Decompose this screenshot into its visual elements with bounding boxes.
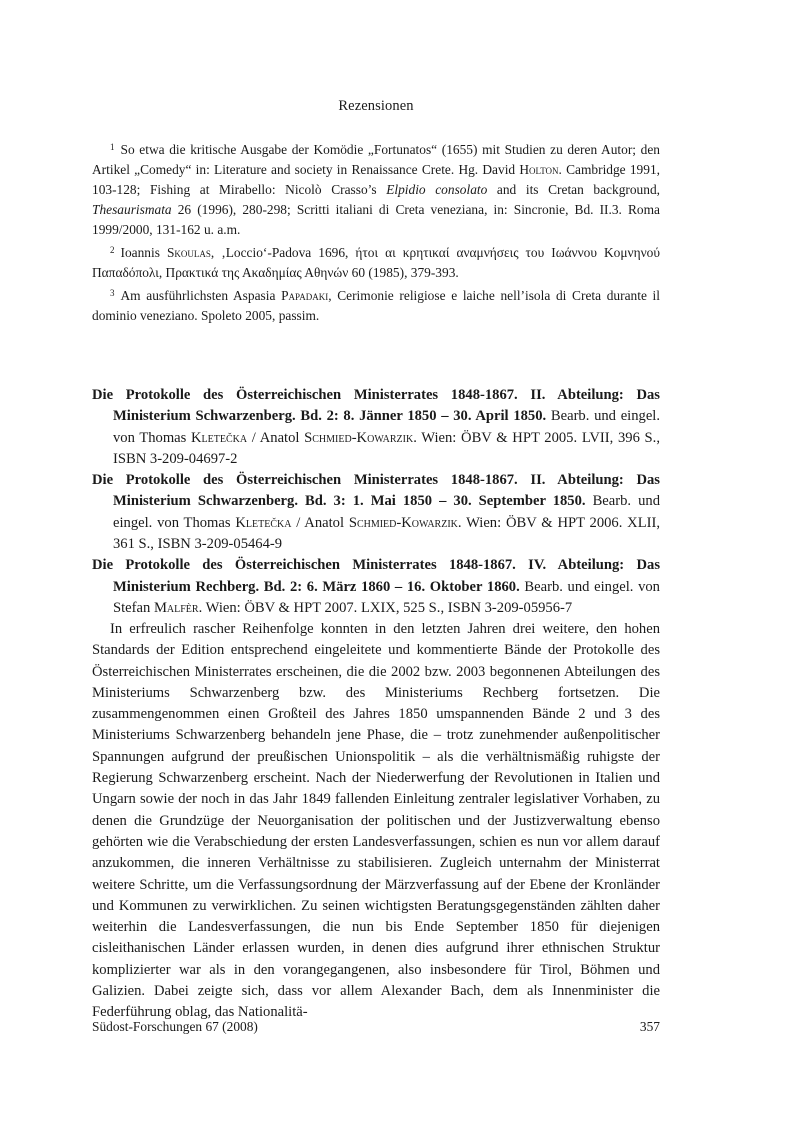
entry-title: Die Protokolle des Österreichischen Ministerrates 1848-1867. II. Abteilung: Das Ministerium Schwarzenberg. Bd. 2: 8. Jänner 1850 – 30. April 1850.: [92, 387, 660, 425]
bibliographic-entry: [92, 555, 660, 619]
footnote-number: 3: [110, 288, 115, 298]
text-run: Ioannis: [120, 245, 167, 260]
bibliographic-entries: [92, 385, 660, 619]
text-run: . Wien: ÖBV & HPT 2005. LVII, 396 S., ISBN 3-209-04697-2: [113, 429, 660, 467]
italic-title: Elpidio consolato: [386, 182, 488, 197]
footnote-text: [92, 142, 660, 237]
entry-title: Die Protokolle des Österreichischen Ministerrates 1848-1867. IV. Abteilung: Das Ministerium Rechberg. Bd. 2: 6. März 1860 – 16. Oktober 1860.: [92, 557, 660, 595]
author-name: Skoulas: [166, 245, 211, 260]
text-run: Bearb. und eingel. von Stefan: [113, 578, 660, 616]
text-run: 26 (1996), 280-298; Scritti italiani di Creta veneziana, in: Sincronie, Bd. II.3. Roma 1999/2000, 131-162 u. a.m.: [92, 202, 660, 237]
text-run: . Wien: ÖBV & HPT 2006. XLII, 361 S., ISBN 3-209-05464-9: [113, 514, 661, 553]
footnote: [92, 137, 660, 240]
journal-citation: Südost-Forschungen 67 (2008): [92, 1019, 258, 1034]
text-run: and its Cretan background,: [487, 182, 660, 197]
entry-title: Die Protokolle des Österreichischen Ministerrates 1848-1867. II. Abteilung: Das Ministerium Schwarzenberg. Bd. 3: 1. Mai 1850 – 30. September 1850.: [92, 472, 660, 510]
bibliographic-entry: [92, 385, 660, 470]
running-head: Rezensionen: [338, 98, 414, 114]
text-run: / Anatol: [291, 514, 349, 531]
author-name: Papadaki: [281, 288, 329, 303]
bibliographic-entry: [92, 470, 660, 555]
text-run: / Anatol: [247, 429, 305, 446]
text-run: Bearb. und eingel. von Thomas: [113, 493, 660, 531]
footnote: [92, 240, 660, 283]
text-run: . Wien: ÖBV & HPT 2007. LXIX, 525 S., ISBN 3-209-05956-7: [198, 599, 573, 616]
footnotes: [92, 137, 660, 326]
text-run: , Cerimonie religiose e laiche nell’isola di Creta durante il dominio veneziano. Spoleto 2005, passim.: [92, 288, 660, 323]
text-run: , ‚Loccio‘-Padova 1696, ήτοι αι κρητικαί αναμνήσεις του Ιωάννου Κομνηνού Παπαδόπολι, Πρακτικά της Ακαδημίας Αθηνών 60 (1985), 379-393.: [92, 245, 660, 280]
author-name: Schmied-Kowarzik: [304, 429, 414, 446]
footnote-text: [92, 288, 660, 323]
text-run: So etwa die kritische Ausgabe der Komödie „Fortunatos“ (1655) mit Studien zu deren Autor; den Artikel „Comedy“ in: Literature and society in Renaissance Crete. Hg. David: [92, 142, 660, 177]
text-run: Am ausführlichsten Aspasia: [120, 288, 282, 303]
author-name: Holton: [519, 162, 559, 177]
author-name: Kletečka: [235, 514, 292, 531]
text-run: Bearb. und eingel. von Thomas: [113, 408, 660, 446]
footnote: [92, 283, 660, 326]
footnote-number: 1: [110, 142, 115, 152]
author-name: Kletečka: [191, 429, 248, 446]
footnote-text: [92, 245, 660, 280]
italic-title: Thesaurismata: [92, 202, 172, 217]
author-name: Malfèr: [153, 599, 199, 616]
footnote-number: 2: [110, 245, 115, 255]
page-number: 357: [639, 1019, 660, 1034]
author-name: Schmied-Kowarzik: [348, 514, 458, 531]
text-run: . Cambridge 1991, 103-128; Fishing at Mirabello: Nicolò Crasso’s: [92, 162, 660, 197]
review-body-paragraph: In erfreulich rascher Reihenfolge konnten in den letzten Jahren drei weitere, den hohen Standards der Edition entsprechend eingeleitete und kommentierte Bände der Protokolle des Österreichischen Ministerrates erscheinen, die die 2002 bzw. 2003 begonnenen Abteilungen des Ministeriums Schwarzenberg bzw. des Ministeriums Rechberg fortsetzen. Die zusammengenommen einen Großteil des Jahres 1850 umspannenden Bände 2 und 3 des Ministeriums Schwarzenberg behandeln jene Phase, die – trotz zunehmender außenpolitischer Spannungen aufgrund der preußischen Unionspolitik – als die verhältnismäßig ruhigste der Regierung Schwarzenberg erscheint. Nach der Niederwerfung der Revolutionen in Italien und Ungarn sowie der noch in das Jahr 1849 fallenden Einleitung zentraler legislativer Vorhaben, zu denen die Grundzüge der Neuorganisation der politischen und der Justizverwaltung ebenso gehörten wie die Verabschiedung der ersten Landesverfassungen, schien es nun vor allem darauf anzukommen, die inneren Verhältnisse zu stabilisieren. Zugleich unternahm der Ministerrat weitere Schritte, um die Verfassungsordnung der Märzverfassung auf der Ebene der Kronländer und Kommunen zu verwirklichen. Zu seinen wichtigsten Beratungsgegenständen zählten daher weiterhin die Landesverfassungen, die nun bis Ende September 1850 für diejenigen cisleithanischen Länder erlassen wurden, in denen dies aufgrund ihrer ethnischen Struktur komplizierter war als in den vorangegangenen, also insbesondere für Tirol, Böhmen und Galizien. Dabei zeigte sich, dass vor allem Alexander Bach, dem als Innenminister die Federführung oblag, das Nationalitä-: [92, 621, 660, 1021]
